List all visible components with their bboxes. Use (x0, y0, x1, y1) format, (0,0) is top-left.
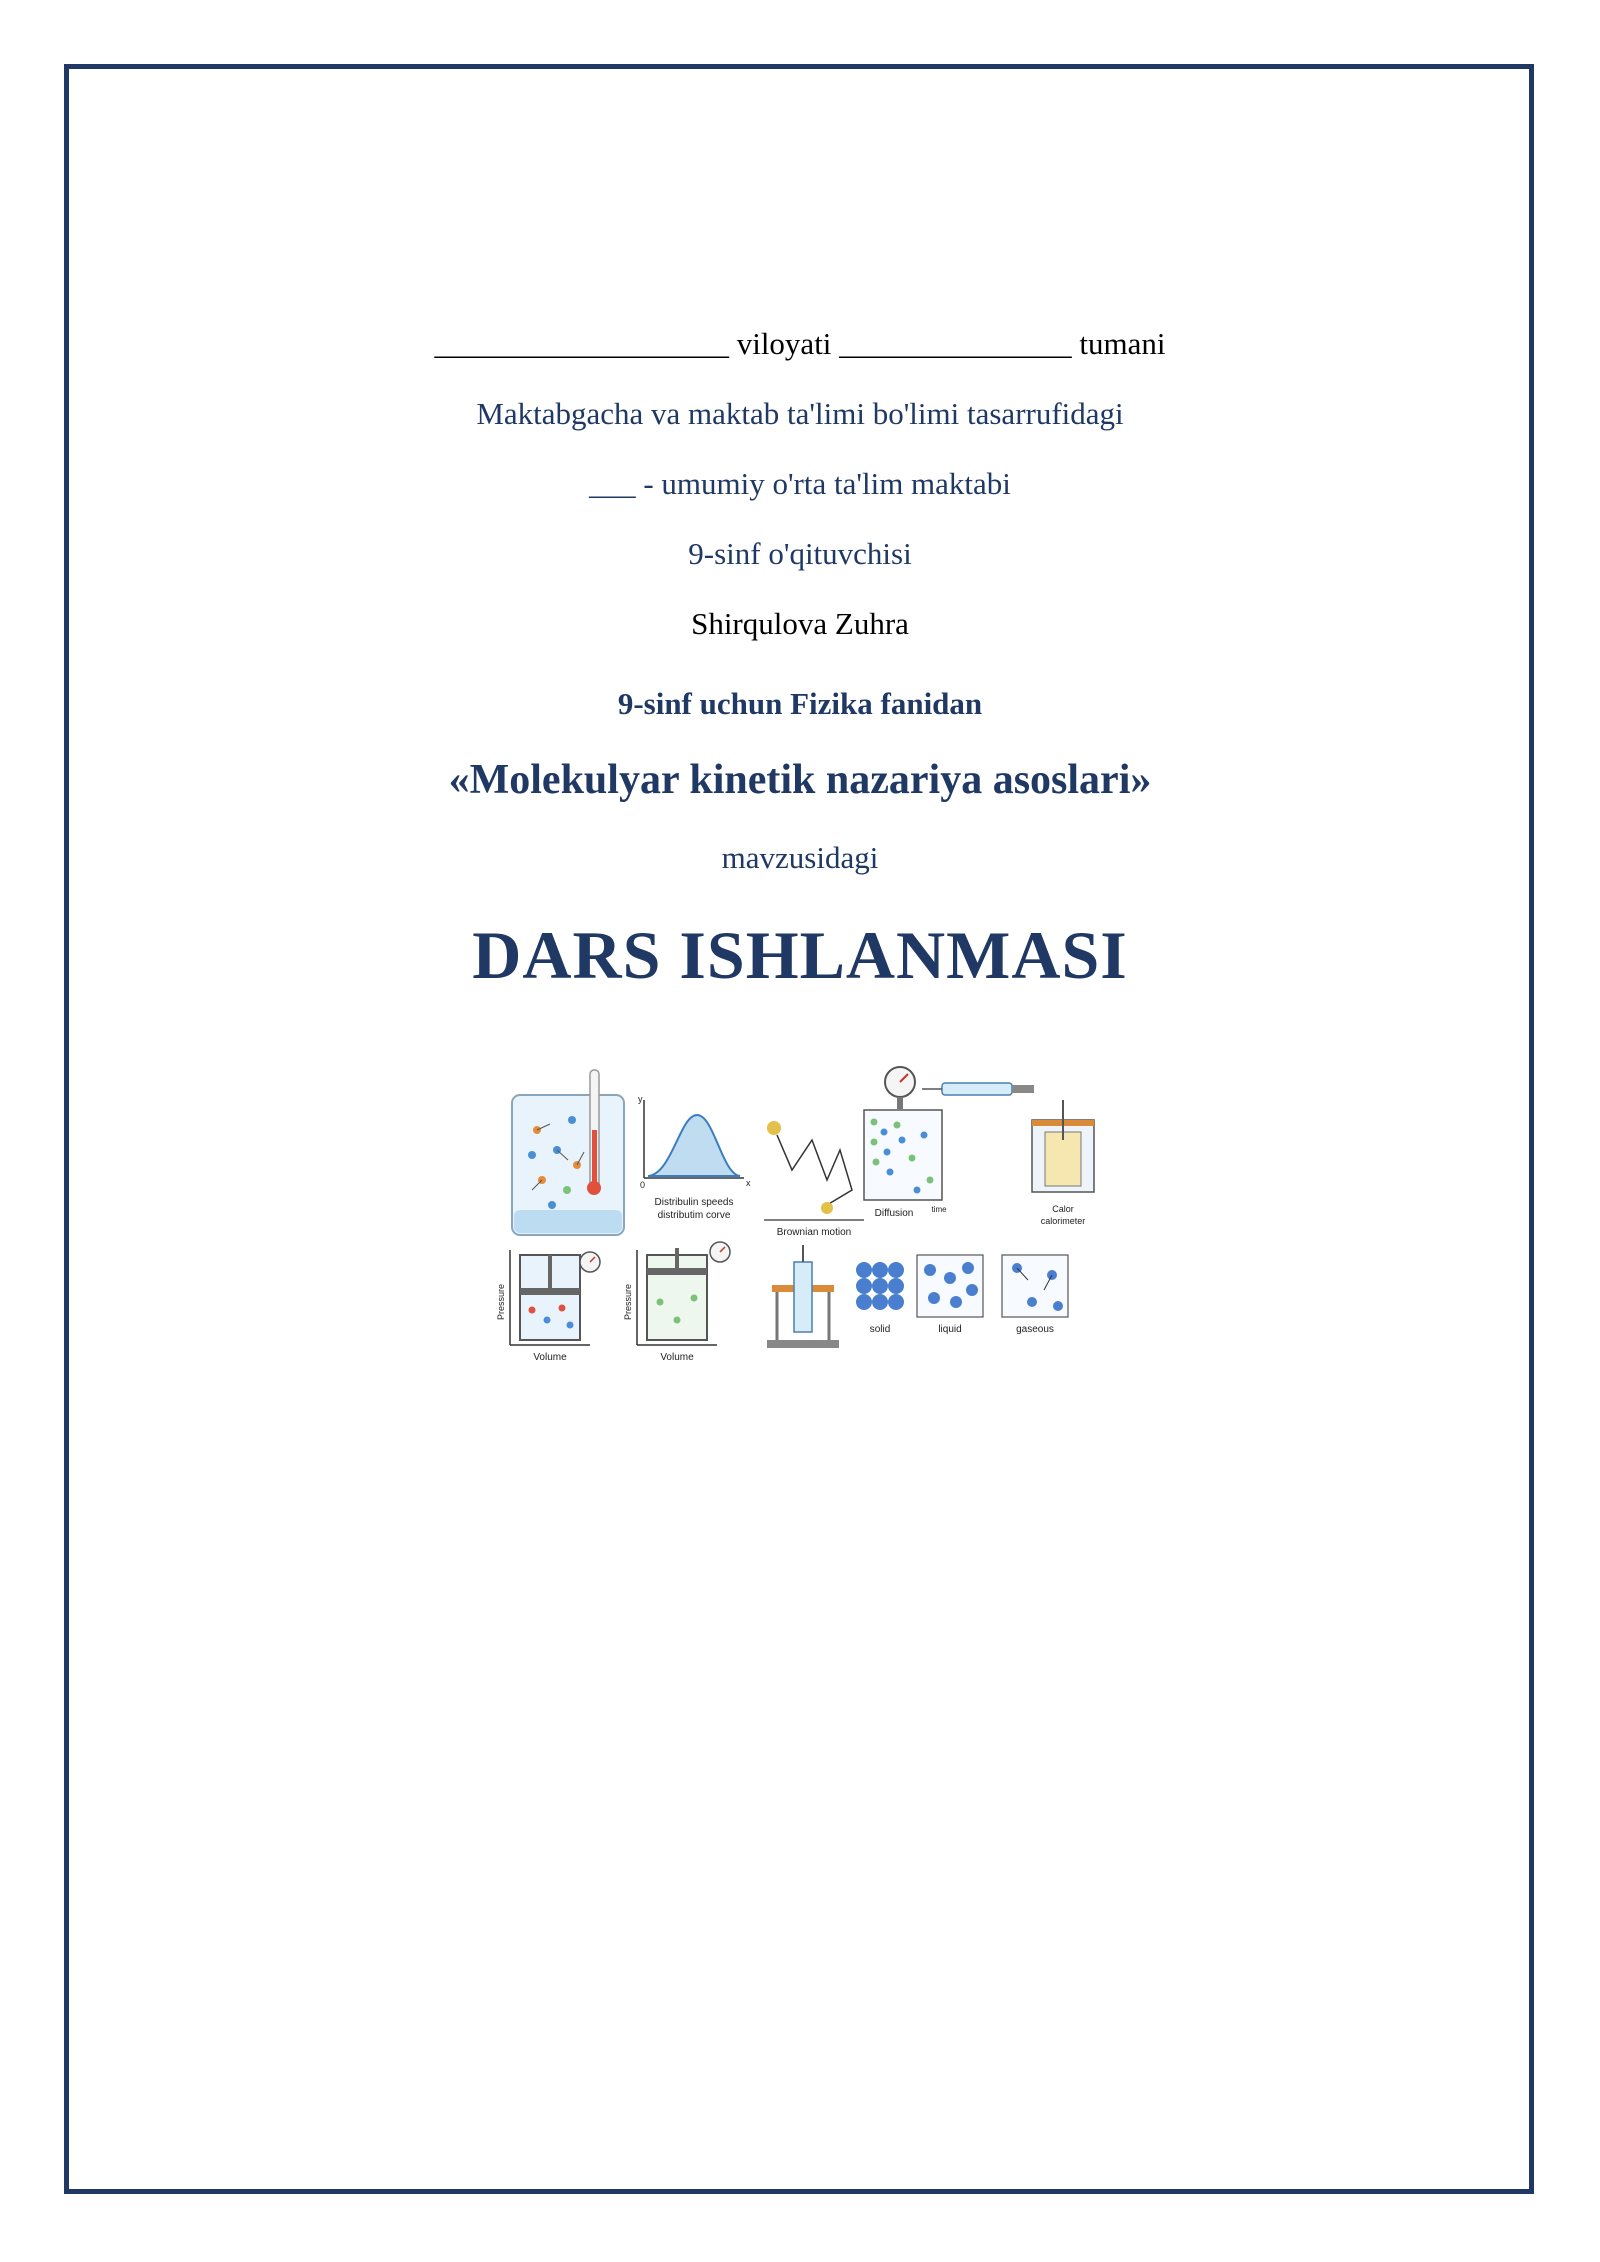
syringe-stand-illustration (767, 1245, 839, 1348)
volume-label-1: Volume (533, 1352, 567, 1363)
y-axis-label: y (638, 1094, 643, 1104)
solid-state (856, 1262, 904, 1335)
brownian-label: Brownian motion (776, 1227, 852, 1238)
topic-suffix: mavzusidagi (721, 840, 879, 875)
topic-title: «Molekulyar kinetik nazariya asoslari» (448, 757, 1152, 803)
diffusion-diagram (864, 1110, 947, 1219)
physics-illustration (472, 1040, 1142, 1400)
volume-label-2: Volume (660, 1352, 694, 1363)
region-line (0, 326, 1600, 362)
piston-cylinder-1 (496, 1250, 600, 1363)
calorimeter-label: calorimeter (1040, 1216, 1086, 1226)
beaker-illustration (512, 1070, 624, 1235)
teacher-role: 9-sinf o'qituvchisi (688, 536, 912, 571)
x-axis-label: x (746, 1178, 751, 1188)
document-title: DARS ISHLANMASI (472, 917, 1128, 993)
brownian-motion-diagram (764, 1121, 864, 1238)
district-word: tumani (1079, 326, 1166, 361)
speed-distribution-graph (638, 1094, 751, 1221)
district-blank: _______________ (839, 326, 1072, 361)
diffusion-label: Diffusion (874, 1208, 914, 1219)
origin-label: 0 (640, 1180, 646, 1190)
gauge-syringe-illustration (885, 1067, 1034, 1109)
time-label: time (931, 1205, 947, 1214)
gaseous-label: gaseous (1016, 1324, 1054, 1335)
gaseous-state (1002, 1255, 1068, 1335)
calor-label: Calor (1052, 1204, 1074, 1214)
distribution-label: Distribulin speeds (654, 1197, 734, 1208)
region-blank: ___________________ (434, 326, 729, 361)
pressure-label-2: Pressure (623, 1283, 633, 1321)
pressure-label-1: Pressure (496, 1283, 506, 1321)
school-line: ___ - umumiy o'rta ta'lim maktabi (589, 466, 1011, 501)
calorimeter-illustration (1032, 1100, 1094, 1226)
distribution-label-2: distributim corve (657, 1210, 731, 1221)
states-of-matter-diagram (856, 1255, 1068, 1335)
region-word: viloyati (736, 326, 832, 361)
liquid-state (917, 1255, 983, 1335)
piston-cylinder-2 (623, 1242, 730, 1363)
department-line: Maktabgacha va maktab ta'limi bo'limi tasarrufidagi (476, 396, 1124, 431)
teacher-name: Shirqulova Zuhra (691, 606, 909, 641)
liquid-label: liquid (938, 1324, 962, 1335)
subject-line: 9-sinf uchun Fizika fanidan (617, 686, 983, 721)
solid-label: solid (869, 1324, 891, 1335)
